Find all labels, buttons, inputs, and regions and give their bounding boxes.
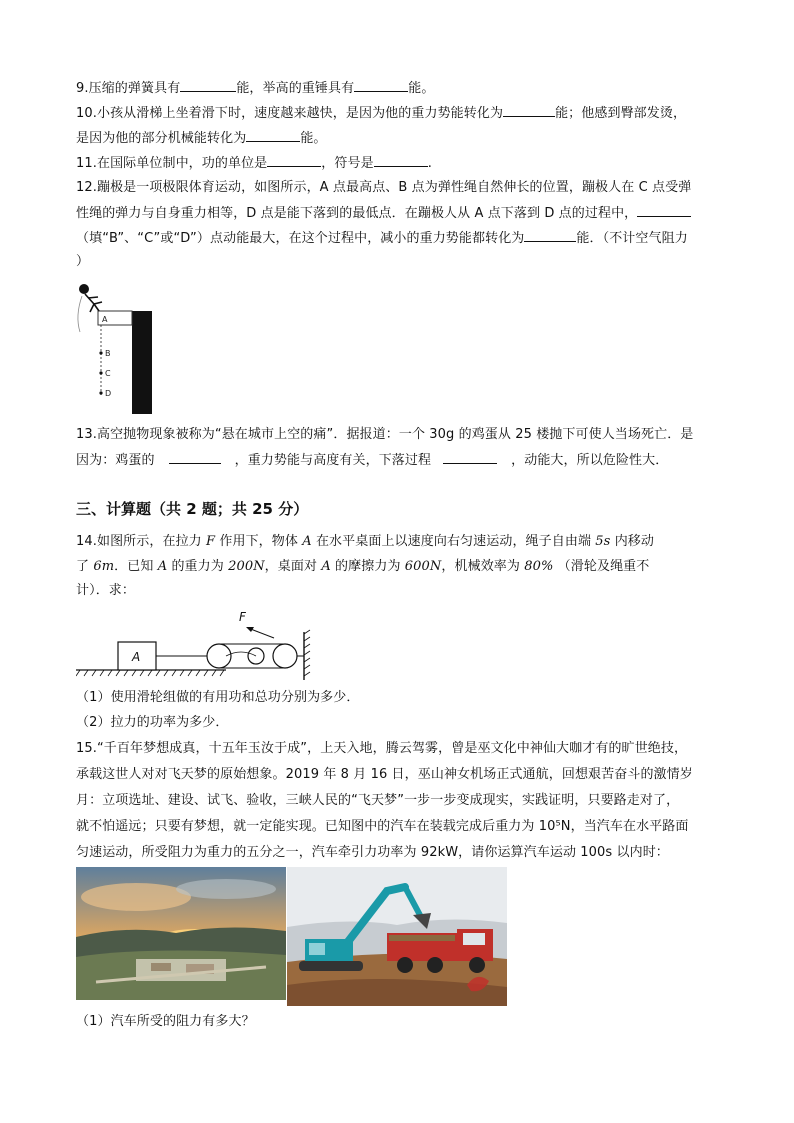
q14-text-2: 作用下，物体 [219,534,298,549]
answer-blank[interactable] [267,153,321,167]
block-a-label: A [132,650,141,664]
time-value: 5s [595,534,611,549]
excavator-truck-photo [287,867,507,1006]
q14-text-9: 的摩擦力为 [335,559,401,574]
q9-text-3: 能。 [408,81,435,96]
answer-blank[interactable] [246,128,300,142]
q15-sub1-text: （1）汽车所受的阻力有多大？ [76,1014,255,1029]
point-c [99,371,102,374]
answer-blank[interactable] [524,228,576,242]
cliff-wall [132,311,152,414]
point-b-label: B [105,349,111,358]
q14-text-5: 了 [76,559,90,574]
point-d-label: D [105,389,112,398]
answer-blank[interactable] [180,78,236,92]
q13-text-2: 因为：鸡蛋的 [76,453,155,468]
q14-text-12: 计）．求： [76,583,136,598]
weight-value: 200N [228,559,265,574]
question-15-line-3 [76,791,726,811]
object-symbol: A [157,559,168,574]
q11-text-1: 11.在国际单位制中，功的单位是 [76,156,268,171]
question-14-line-2 [76,557,726,577]
q12-text-4: 能．（不计空气阻力 [576,231,688,246]
distance-value: 6m [93,559,115,574]
bungee-figure [72,280,162,416]
q15-text-5: 匀速运动，所受阻力为重力的五分之一，汽车牵引力功率为 92kW，请你运算汽车运动 100s 以内时： [76,845,669,860]
table-hatching [76,670,224,676]
q12-text-5: ） [76,254,90,269]
answer-blank[interactable] [503,103,555,117]
question-14-line-3 [76,581,726,601]
q14-text-3: 在水平桌面上以速度向右匀速运动，绳子自由端 [315,534,592,549]
q15-text-2: 承载这世人对对飞天梦的原始想象。2019 年 8 月 16 日，巫山神女机场正式通航，回想艰苦奋斗的激情岁 [76,767,693,782]
q9-text-2: 能，举高的重锤具有 [236,81,355,96]
question-15-line-1 [76,739,726,759]
q13-text-3: ，重力势能与高度有关，下落过程 [234,453,432,468]
jumper-head [79,284,89,294]
point-d [99,391,102,394]
efficiency-value: 80% [524,559,554,574]
question-14-sub-2 [76,713,726,733]
pulley-figure [76,608,316,680]
q10-text-4: 能。 [300,131,327,146]
q9-text-1: 9.压缩的弹簧具有 [76,81,181,96]
question-14-sub-1 [76,688,726,708]
q14-text-7: 的重力为 [171,559,224,574]
answer-blank[interactable] [354,78,408,92]
q11-text-3: . [427,156,432,171]
point-c-label: C [105,369,111,378]
q14-text-8: ，桌面对 [264,559,318,574]
question-14-line-1 [76,532,726,552]
q10-text-3: 是因为他的部分机械能转化为 [76,131,247,146]
question-12-line-2 [76,203,726,224]
q14-text-4: 内移动 [614,534,654,549]
answer-blank[interactable] [169,450,221,464]
question-13-line-2 [76,450,726,471]
q10-text-2: 能；他感到臀部发烫， [555,106,687,121]
q15-text-1: 15.“千百年梦想成真，十五年玉汝于成”，上天入地，腾云驾雾，曾是巫文化中神仙大咖才有的旷世绝技， [76,741,688,756]
question-13-line-1 [76,425,726,445]
question-11 [76,153,726,174]
q14-sub2-text: （2）拉力的功率为多少． [76,715,229,730]
q13-text-1: 13.高空抛物现象被称为“悬在城市上空的痛”．据报道：一个 30g 的鸡蛋从 25 楼抛下可使人当场死亡．是 [76,427,694,442]
force-symbol: F [206,534,216,549]
question-12-line-4 [76,252,726,272]
q12-text-1: 12.蹦极是一项极限体育运动，如图所示，A 点最高点、B 点为弹性绳自然伸长的位置，蹦极人在 C 点受弹 [76,180,692,195]
question-9 [76,78,726,99]
force-label: F [239,610,246,624]
q15-text-4: 就不怕遥远；只要有梦想，就一定能实现。已知图中的汽车在装载完成后重力为 10⁵N，当汽车在水平路面 [76,819,689,834]
point-a-label: A [102,315,108,324]
question-15-sub-1 [76,1012,726,1032]
bungee-rope [78,296,82,332]
question-15-line-4 [76,817,726,837]
jumper-body [85,294,102,312]
friction-value: 600N [404,559,442,574]
object-symbol: A [321,559,331,574]
answer-blank[interactable] [374,153,428,167]
movable-pulley [207,644,231,668]
section-title: 三、计算题（共 2 题；共 25 分） [76,500,309,518]
question-12-line-3 [76,228,726,249]
fixed-pulley [273,644,297,668]
question-15-line-2 [76,765,726,785]
q11-text-2: ，符号是 [321,156,374,171]
q15-text-3: 月：立项选址、建设、试飞、验收，三峡人民的“飞天梦”一步一步变成现实，实践证明，只要路走对了， [76,793,680,808]
question-15-line-5 [76,843,726,863]
q14-text-1: 14.如图所示，在拉力 [76,534,202,549]
q12-text-2: 性绳的弹力与自身重力相等，D 点是能下落到的最低点．在蹦极人从 A 点下落到 D 点的过程中， [76,206,638,221]
point-b [99,351,102,354]
q14-text-6: ．已知 [114,559,154,574]
q13-text-4: ，动能大，所以危险性大． [511,453,669,468]
answer-blank[interactable] [637,203,691,217]
answer-blank[interactable] [443,450,497,464]
airport-photo [76,867,286,1000]
q10-text-1: 10.小孩从滑梯上坐着滑下时，速度越来越快，是因为他的重力势能转化为 [76,106,504,121]
wall-hatching [304,630,310,676]
question-10-line-1 [76,103,726,124]
question-10-line-2 [76,128,726,149]
q12-text-3: （填“B”、“C”或“D”）点动能最大，在这个过程中，减小的重力势能都转化为 [76,231,525,246]
q14-text-11: （滑轮及绳重不 [557,559,650,574]
object-symbol: A [302,534,312,549]
q14-text-10: ，机械效率为 [441,559,520,574]
q14-sub1-text: （1）使用滑轮组做的有用功和总功分别为多少． [76,690,360,705]
question-12-line-1 [76,178,726,198]
